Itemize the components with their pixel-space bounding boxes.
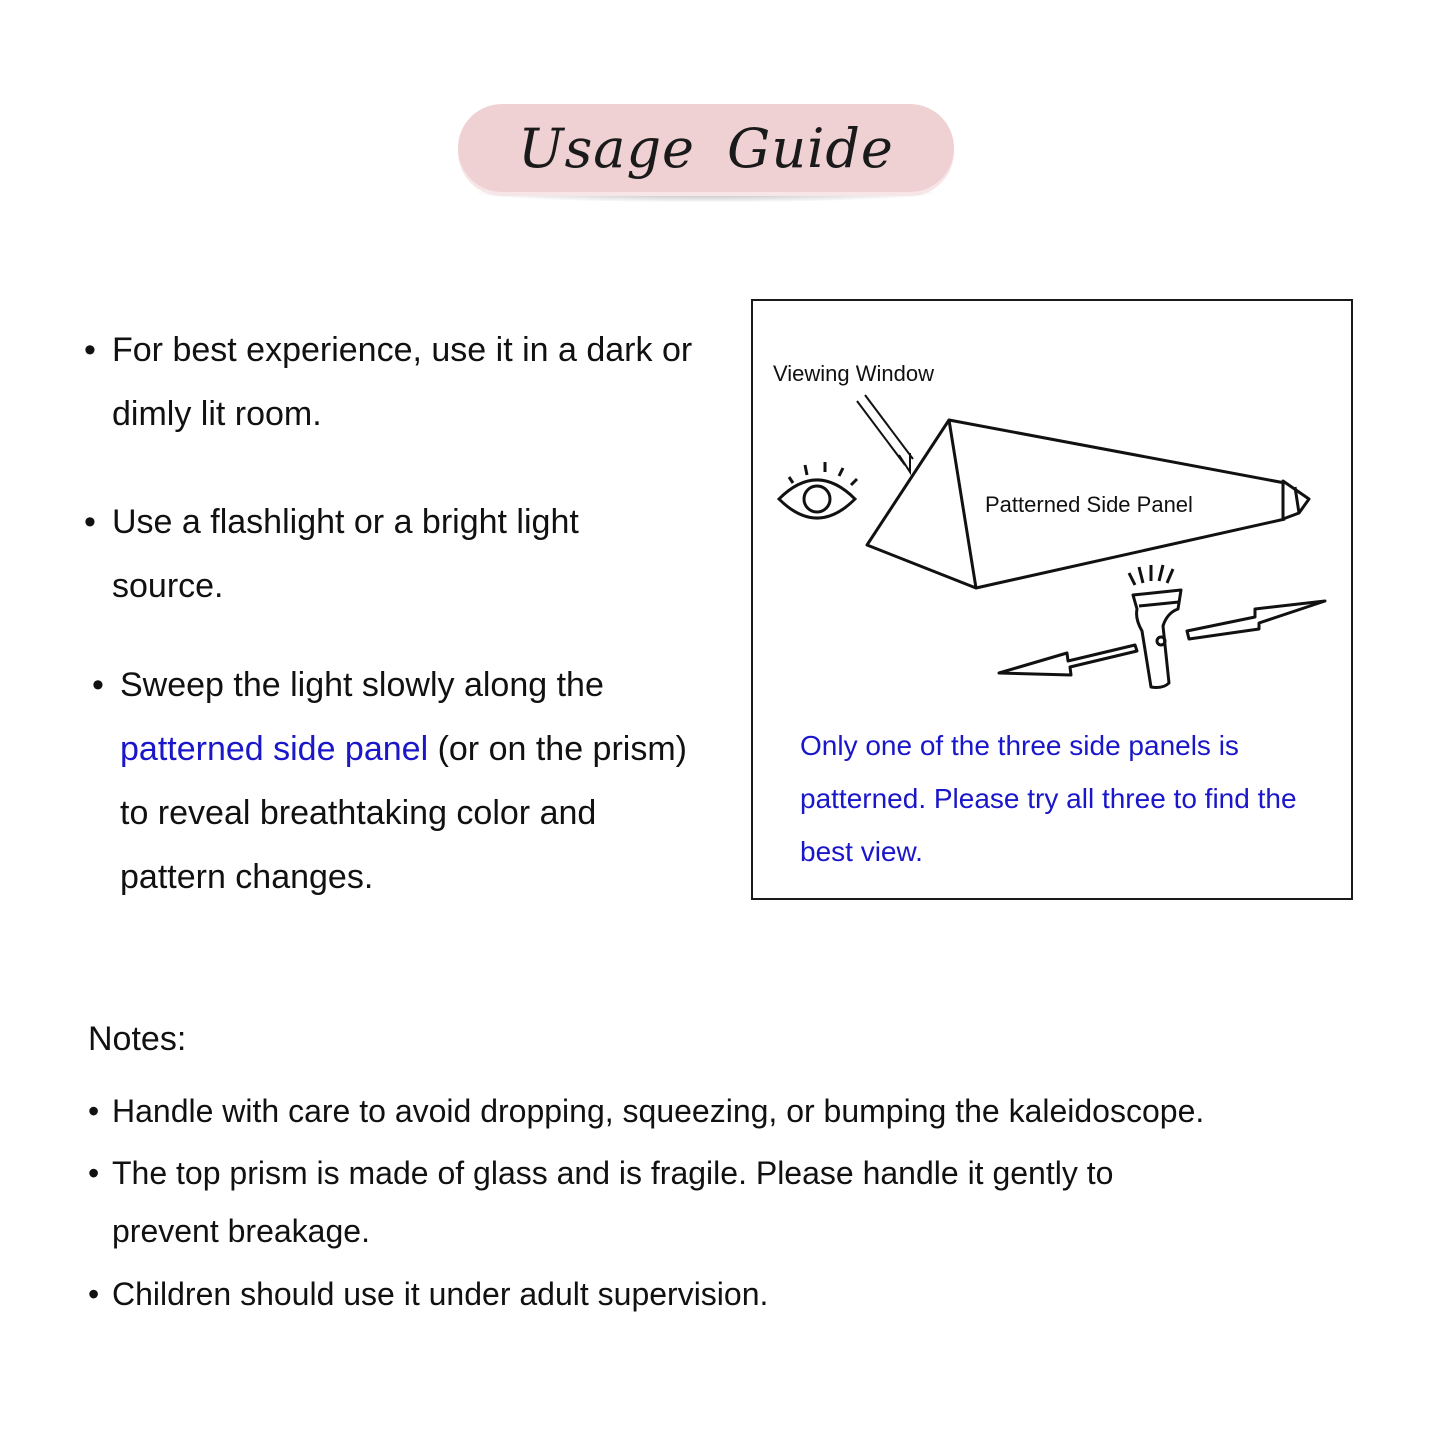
bullet-dot: • [88, 1155, 100, 1191]
note-text: The top prism is made of glass and is fragile. Please handle it gently to prevent breakage. [112, 1155, 1114, 1249]
diagram-box [751, 299, 1353, 900]
bullet-dot: • [84, 331, 96, 369]
eye-icon [779, 462, 857, 518]
note-text: Children should use it under adult supervision. [112, 1276, 769, 1312]
highlight-term: patterned side panel [120, 730, 429, 768]
instruction-text-part: Sweep the light slowly along the [120, 666, 604, 704]
instruction-item [84, 318, 704, 446]
flashlight-icon [1129, 565, 1181, 688]
viewing-window-label: Viewing Window [773, 361, 935, 386]
instruction-text: For best experience, use it in a dark or dimly lit room. [112, 331, 693, 433]
diagram-note: Only one of the three side panels is patterned. Please try all three to find the best view. [800, 730, 1297, 867]
bullet-dot: • [84, 503, 96, 541]
note-item [88, 1144, 1178, 1260]
instruction-text: Use a flashlight or a bright light source. [112, 503, 579, 605]
instruction-text-part: (or on the prism) to reveal breathtaking color and pattern changes. [120, 730, 687, 896]
side-panel-label: Patterned Side Panel [985, 492, 1193, 517]
note-item [88, 1265, 1348, 1323]
bullet-dot: • [88, 1093, 100, 1129]
instruction-item [92, 653, 692, 909]
instruction-item [84, 490, 644, 618]
bullet-dot: • [92, 666, 104, 704]
bullet-dot: • [88, 1276, 100, 1312]
title-pill [458, 104, 954, 192]
title-banner [458, 104, 954, 208]
pointer-arrow-icon [857, 395, 913, 472]
note-item [88, 1082, 1348, 1140]
page-title: Usage Guide [518, 116, 894, 180]
note-text: Handle with care to avoid dropping, squeezing, or bumping the kaleidoscope. [112, 1093, 1205, 1129]
instruction-text [92, 653, 692, 909]
notes-title: Notes: [88, 1020, 187, 1058]
